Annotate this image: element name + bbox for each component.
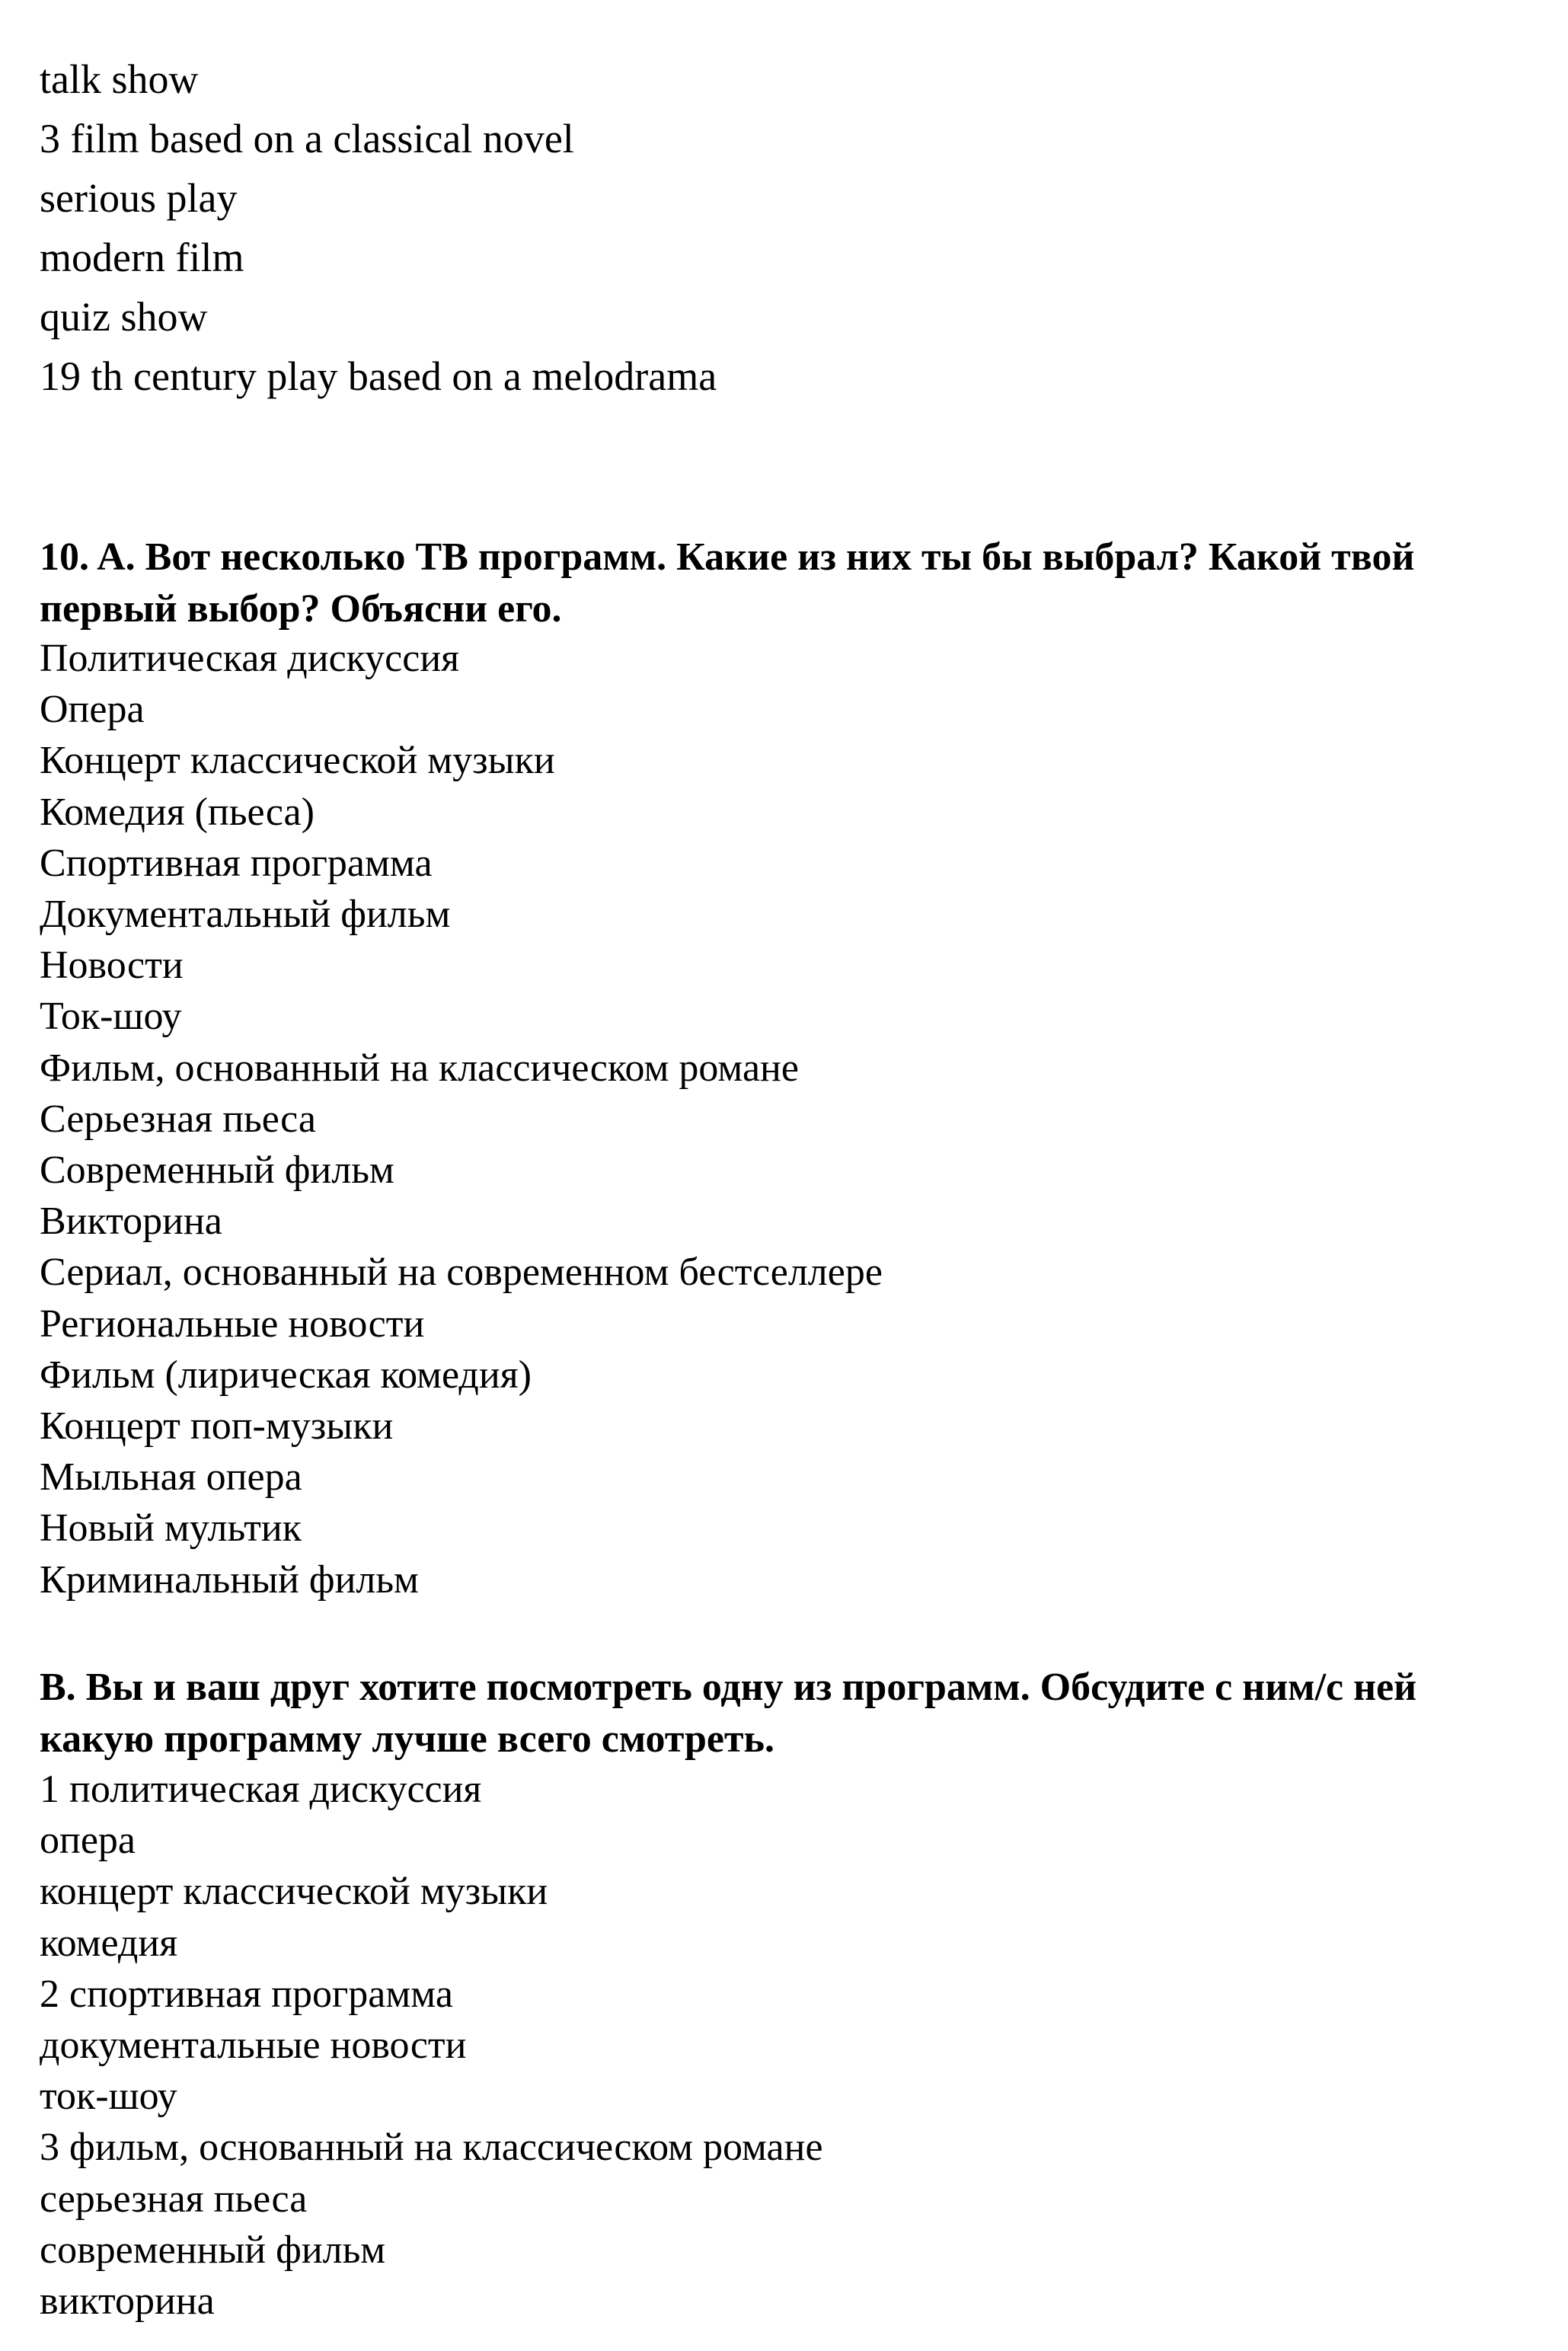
top-program-list (40, 50, 1532, 406)
list-item: Спортивная программа (40, 841, 433, 885)
list-item: Фильм (лирическая комедия) (40, 1353, 532, 1397)
exercise-10a-heading: 10. A. Вот несколько ТВ программ. Какие из них ты бы выбрал? Какой твой первый выбор? Объясни его. (40, 535, 1415, 631)
list-item: Новости (40, 944, 184, 988)
exercise-10a-list (40, 633, 1532, 1605)
list-item: викторина (40, 2279, 215, 2324)
list-item: серьезная пьеса (40, 2177, 308, 2221)
list-item: Ток-шоу (40, 995, 182, 1039)
list-item: Политическая дискуссия (40, 637, 460, 680)
list-item: Комедия (пьеса) (40, 790, 315, 834)
list-item: Серьезная пьеса (40, 1097, 316, 1141)
list-item: talk show (40, 56, 199, 102)
list-item: опера (40, 1819, 136, 1863)
list-item: 2 спортивная программа (40, 1972, 453, 2016)
list-item: 3 фильм, основанный на классическом романе (40, 2126, 823, 2170)
list-item: quiz show (40, 294, 208, 340)
list-item: Современный фильм (40, 1148, 394, 1193)
list-item: Мыльная опера (40, 1455, 302, 1500)
list-item: serious play (40, 175, 238, 221)
exercise-10b-list (40, 1764, 1532, 2327)
list-item: Концерт поп-музыки (40, 1404, 394, 1449)
exercise-10a-heading-block (40, 532, 1532, 635)
list-item: Документальный фильм (40, 893, 451, 937)
list-item: Сериал, основанный на современном бестселлере (40, 1251, 883, 1295)
list-item: современный фильм (40, 2228, 386, 2272)
list-item: Викторина (40, 1199, 222, 1244)
list-item: 1 политическая дискуссия (40, 1768, 482, 1811)
list-item: Фильм, основанный на классическом романе (40, 1046, 799, 1090)
list-item: 3 film based on a classical novel (40, 116, 574, 161)
list-item: 19 th century play based on a melodrama (40, 353, 717, 399)
list-item: ток-шоу (40, 2075, 177, 2119)
list-item: Новый мультик (40, 1506, 302, 1551)
list-item: Опера (40, 688, 145, 732)
list-item: Региональные новости (40, 1302, 425, 1346)
list-item: modern film (40, 235, 244, 280)
list-item: документальные новости (40, 2024, 467, 2068)
list-item: Криминальный фильм (40, 1557, 419, 1602)
list-item: Концерт классической музыки (40, 739, 555, 783)
list-item: концерт классической музыки (40, 1870, 548, 1914)
exercise-10b-heading: B. Вы и ваш друг хотите посмотреть одну из программ. Обсудите с ним/с ней какую программу лучше всего смотреть. (40, 1666, 1417, 1761)
exercise-10b-heading-block (40, 1662, 1532, 1765)
list-item: комедия (40, 1921, 178, 1965)
